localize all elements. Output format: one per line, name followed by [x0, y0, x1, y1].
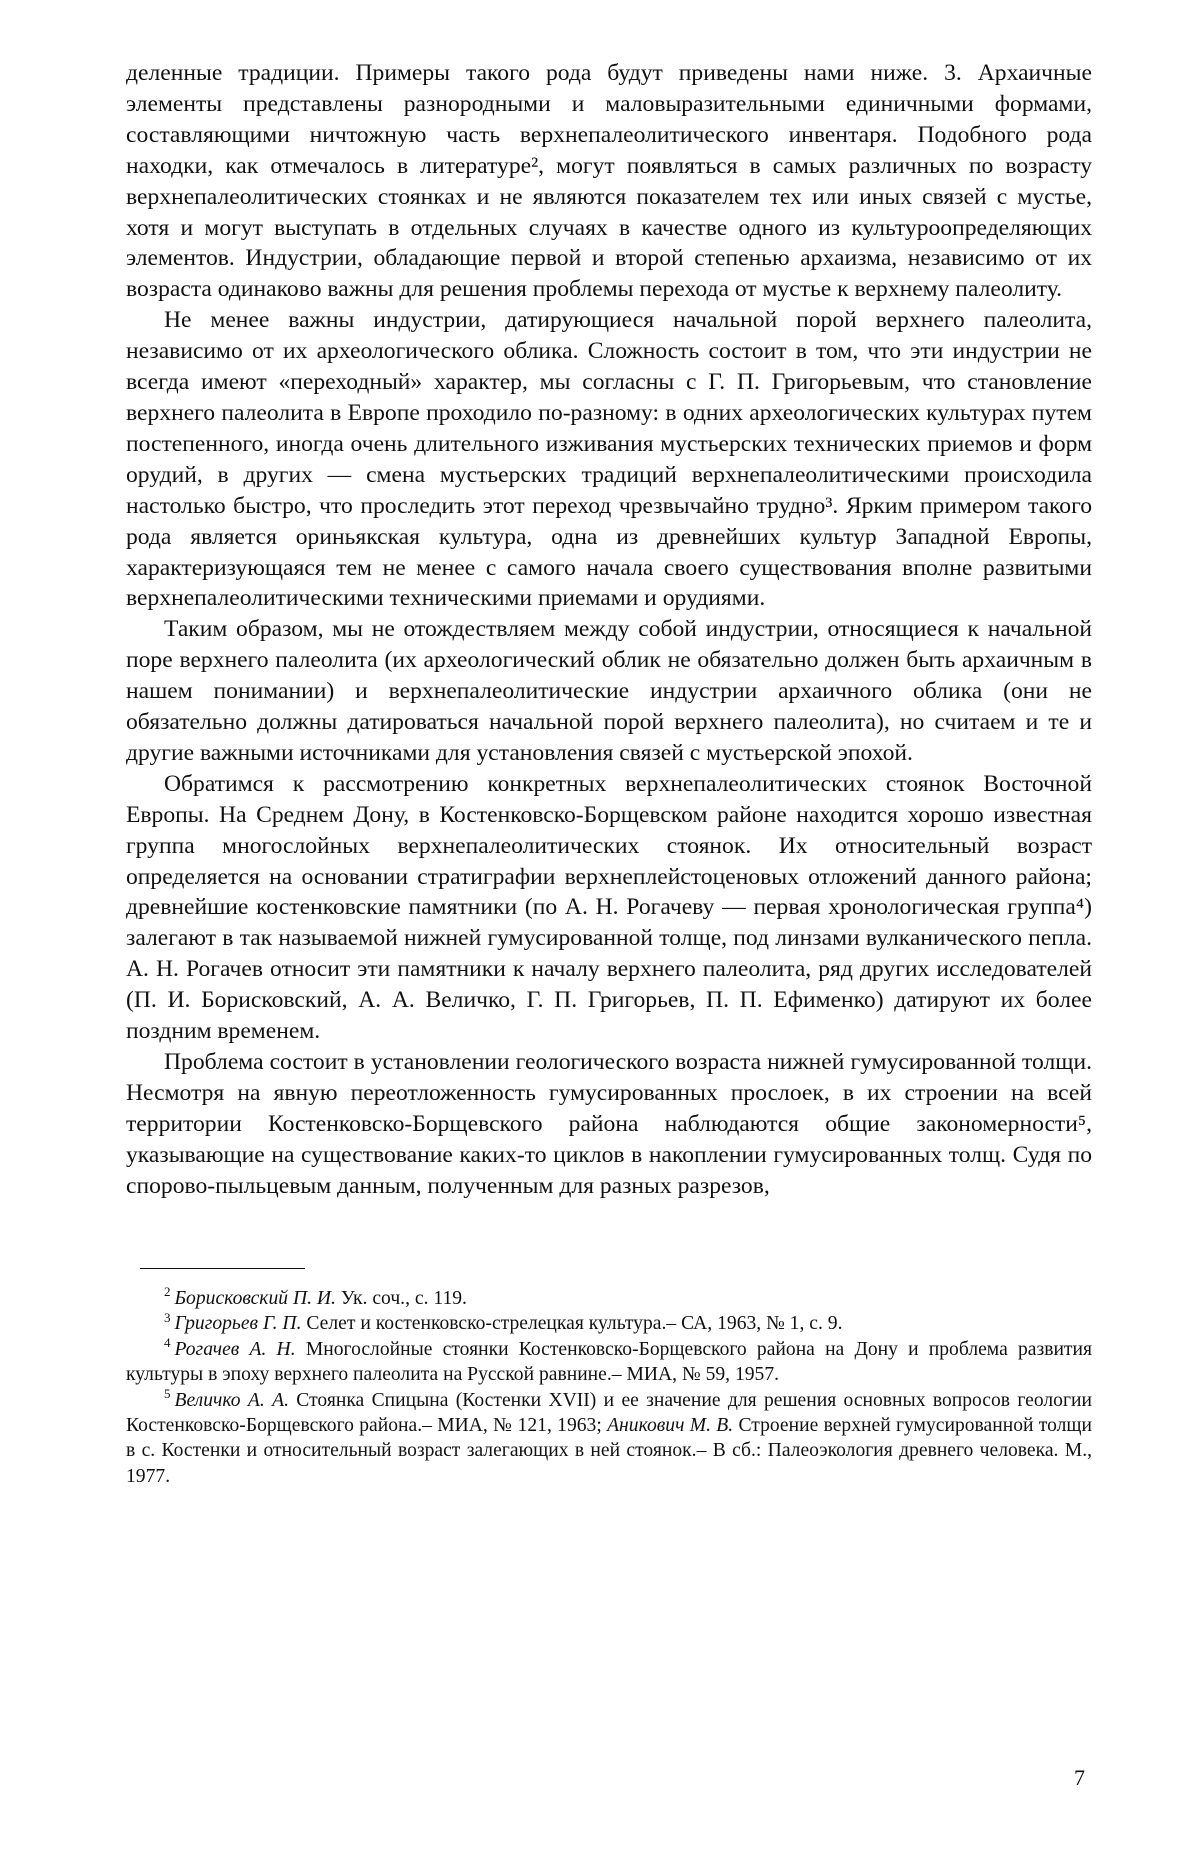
paragraph-3: Таким образом, мы не отождествляем между собой индустрии, относящиеся к начальной поре верхнего палеолита (их археологический облик не обязательно должен быть архаичным в нашем понимании) и верхнепалеолитические индустрии архаичного облика (они не обязательно должны датироваться начальной порой верхнего палеолита), но считаем и те и другие важными источниками для установления связей с мустьерской эпохой.: [126, 616, 1092, 766]
paragraph-5: Проблема состоит в установлении геологического возраста нижней гумусированной толщи. Несмотря на явную переотложенность гумусированных прослоек, в их строении на всей территории Костенковско-Борщевского района наблюдаются общие закономерности⁵, указывающие на существование каких-то циклов в накоплении гумусированных толщ. Судя по спорово-пыльцевым данным, полученным для разных разрезов,: [126, 1049, 1092, 1199]
footnote-3: [126, 1311, 1092, 1336]
footnote-text: Стоянка Спицына (Костенки XVII) и ее значение для решения основных вопросов геологии Костенковско-Борщевского района.– МИА, № 121, 1963;: [126, 1389, 1092, 1437]
page-number: 7: [1074, 1765, 1085, 1790]
footnotes: [126, 1286, 1092, 1489]
footnote-number: 2: [164, 1284, 171, 1300]
paragraph-4: Обратимся к рассмотрению конкретных верхнепалеолитических стоянок Восточной Европы. На Среднем Дону, в Костенковско-Борщевском районе находится хорошо известная группа многослойных верхнепалеолитических стоянок. Их относительный возраст определяется на основании стратиграфии верхнеплейстоценовых отложений данного района; древнейшие костенковские памятники (по А. Н. Рогачеву — первая хронологическая группа⁴) залегают в так называемой нижней гумусированной толще, под линзами вулканического пепла. А. Н. Рогачев относит эти памятники к началу верхнего палеолита, ряд других исследователей (П. И. Борисковский, А. А. Величко, Г. П. Григорьев, П. П. Ефименко) датируют их более поздним временем.: [126, 770, 1092, 1045]
footnote-author: Рогачев А. Н.: [174, 1338, 296, 1360]
main-text: [126, 58, 1092, 1202]
footnote-text: Ук. соч., с. 119.: [340, 1288, 467, 1309]
paragraph-2: Не менее важны индустрии, датирующиеся начальной порой верхнего палеолита, независимо от их археологического облика. Сложность состоит в том, что эти индустрии не всегда имеют «переходный» характер, мы согласны с Г. П. Григорьевым, что становление верхнего палеолита в Европе проходило по-разному: в одних археологических культурах путем постепенного, иногда очень длительного изживания мустьерских технических приемов и форм орудий, в других — смена мустьерских традиций верхнепалеолитическими происходила настолько быстро, что проследить этот переход чрезвычайно трудно³. Ярким примером такого рода является ориньякская культура, одна из древнейших культур Западной Европы, характеризующаяся тем не менее с самого начала своего существования вполне развитыми верхнепалеолитическими техническими приемами и орудиями.: [126, 307, 1092, 612]
footnote-5: [126, 1388, 1092, 1490]
footnote-number: 3: [164, 1309, 171, 1325]
footnote-author: Григорьев Г. П.: [174, 1313, 302, 1335]
footnote-text: Многослойные стоянки Костенковско-Борщевского района на Дону и проблема развития культуры в эпоху верхнего палеолита на Русской равнине.– МИА, № 59, 1957.: [126, 1338, 1092, 1386]
footnote-author-2: Аникович М. В.: [607, 1415, 734, 1437]
footnote-number: 5: [164, 1386, 171, 1402]
footnote-author: Величко А. А.: [174, 1389, 289, 1411]
footnote-2: [126, 1286, 1092, 1311]
footnote-text: Селет и костенковско-стрелецкая культура.– СА, 1963, № 1, с. 9.: [306, 1313, 843, 1335]
footnote-author: Борисковский П. И.: [174, 1288, 336, 1309]
footnote-text-2: Строение верхней гумусированной толщи в с. Костенки и относительный возраст залегающих в ней стоянок.– В сб.: Палеоэкология древнего человека. М., 1977.: [126, 1415, 1092, 1487]
footnote-number: 4: [164, 1335, 171, 1351]
footnote-4: [126, 1337, 1092, 1388]
footnote-divider: [140, 1268, 305, 1269]
paragraph-1: деленные традиции. Примеры такого рода будут приведены нами ниже. 3. Архаичные элементы представлены разнородными и маловыразительными единичными формами, составляющими ничтожную часть верхнепалеолитического инвентаря. Подобного рода находки, как отмечалось в литературе², могут появляться в самых различных по возрасту верхнепалеолитических стоянках и не являются показателем тех или иных связей с мустье, хотя и могут выступать в отдельных случаях в качестве одного из культуроопределяющих элементов. Индустрии, обладающие первой и второй степенью архаизма, независимо от их возраста одинаково важны для решения проблемы перехода от мустье к верхнему палеолиту.: [126, 60, 1092, 303]
